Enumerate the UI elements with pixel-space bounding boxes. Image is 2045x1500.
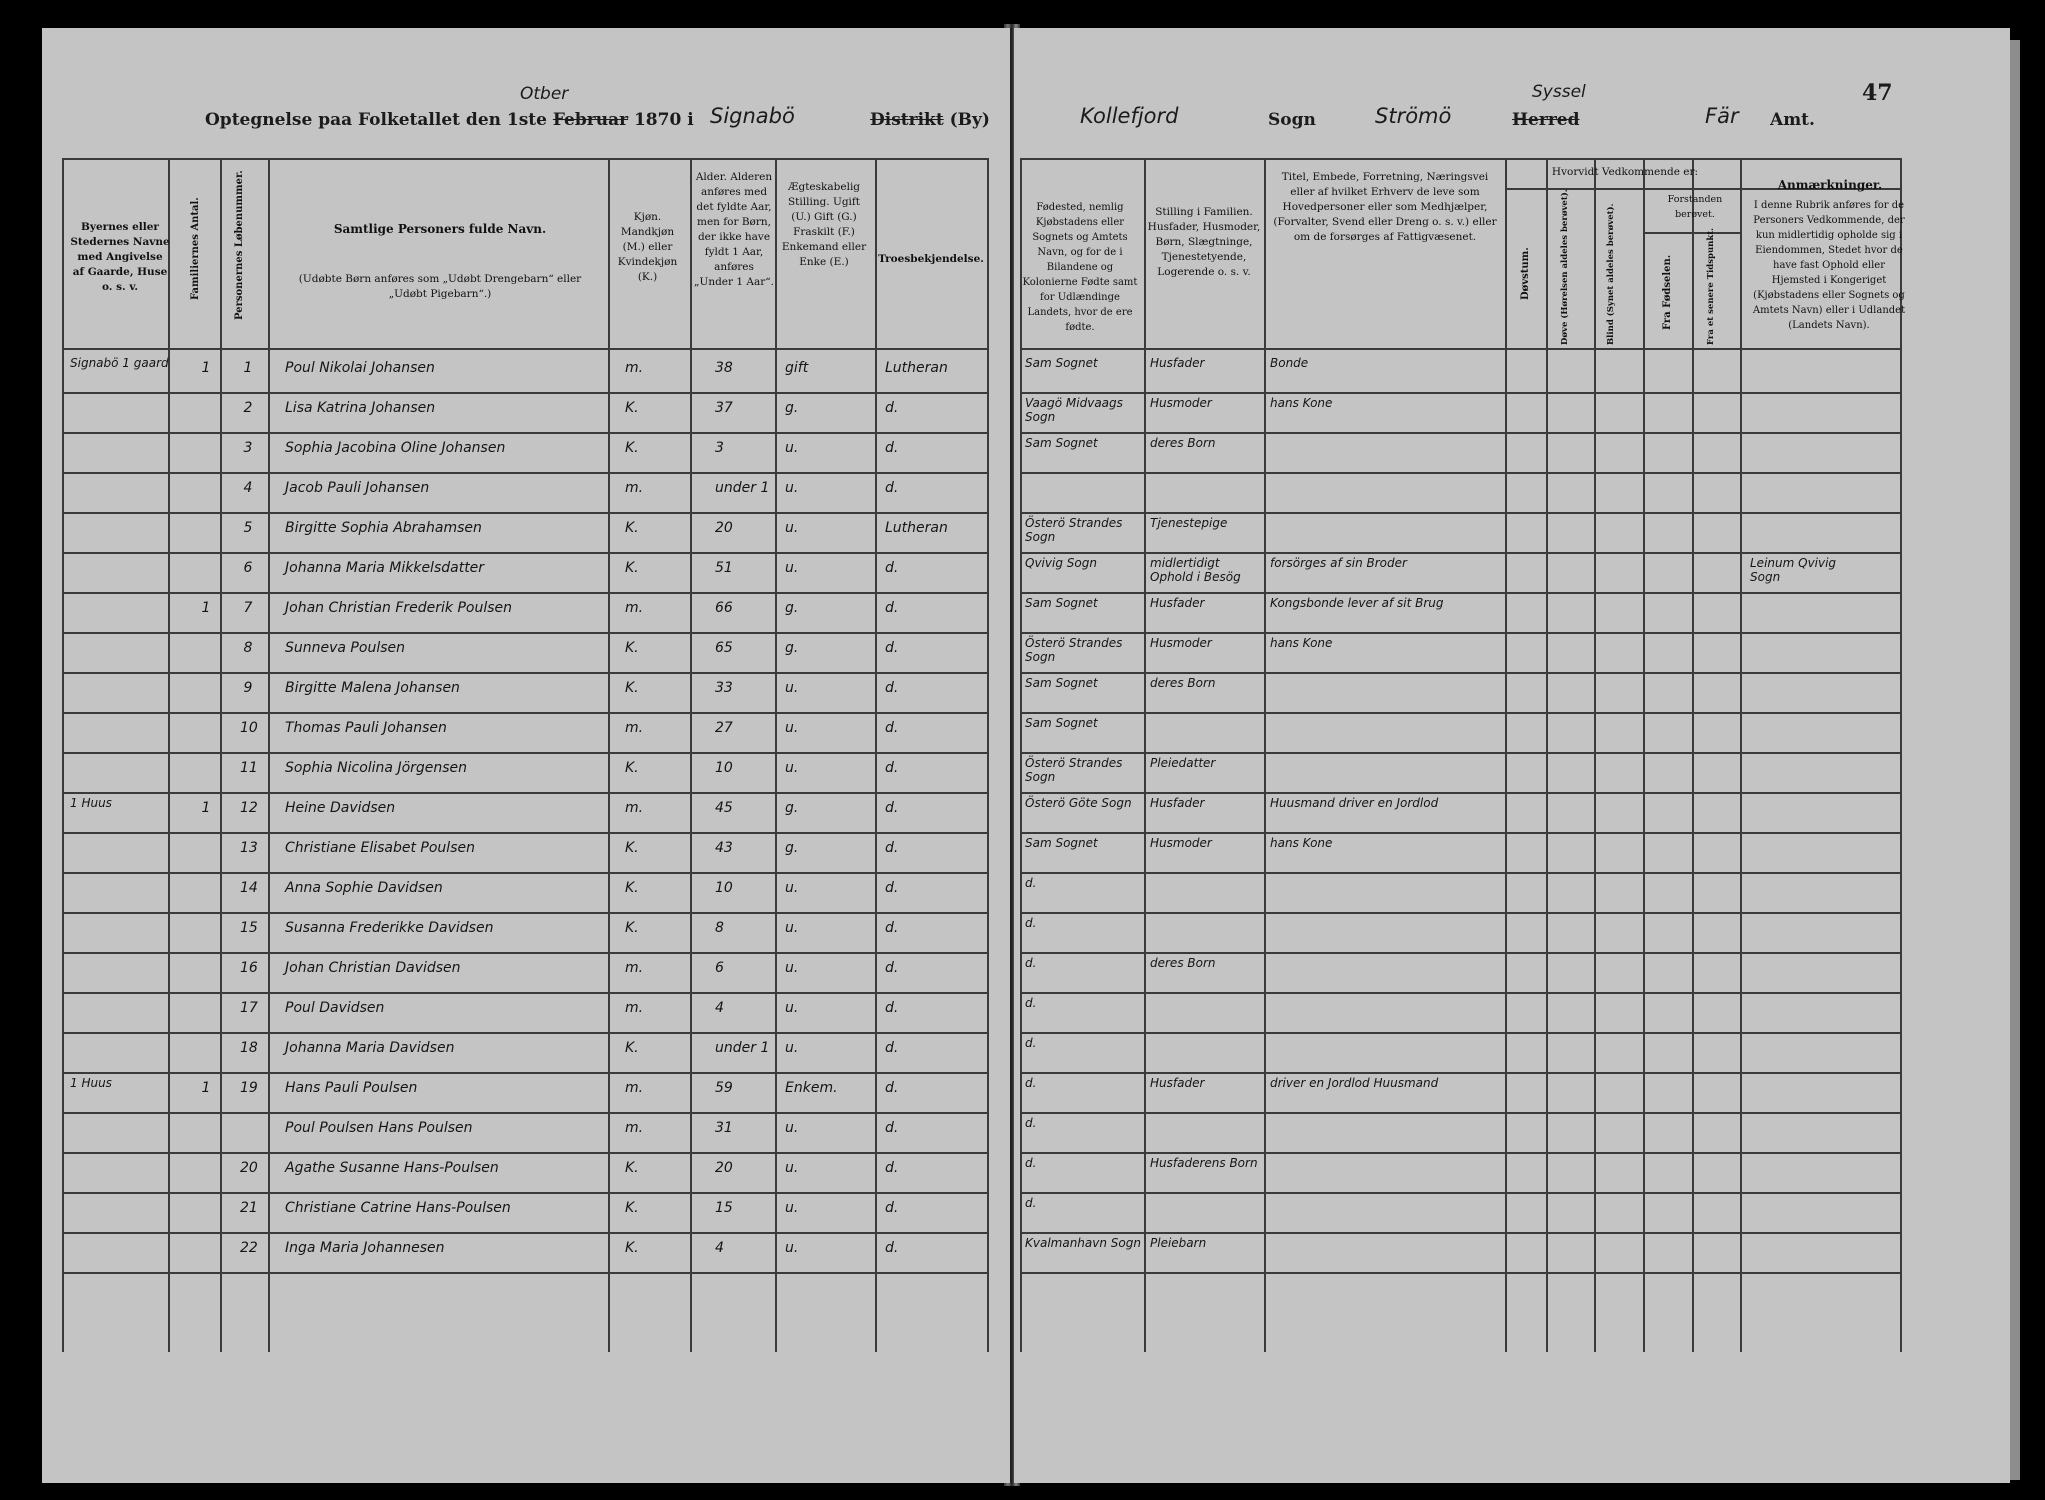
col-header-name: Samtlige Personers fulde Navn. xyxy=(333,222,547,236)
row-faith: d. xyxy=(885,480,899,496)
row-civil-status: u. xyxy=(785,1160,799,1176)
row-civil-status: u. xyxy=(785,1040,799,1056)
row-family-role: deres Born xyxy=(1150,956,1216,970)
table-rule xyxy=(987,158,989,1352)
table-rule xyxy=(62,752,987,754)
row-civil-status: u. xyxy=(785,560,799,576)
row-faith: d. xyxy=(885,680,899,696)
row-civil-status: Enkem. xyxy=(785,1080,838,1096)
row-birthplace: Sam Sognet xyxy=(1025,356,1098,370)
row-age: 15 xyxy=(715,1200,733,1216)
row-birthplace: Kvalmanhavn Sogn xyxy=(1025,1236,1141,1250)
row-sex: m. xyxy=(625,1080,644,1096)
row-age: 37 xyxy=(715,400,733,416)
row-age: 59 xyxy=(715,1080,733,1096)
table-rule xyxy=(62,158,987,160)
row-name: Inga Maria Johannesen xyxy=(285,1240,445,1256)
table-rule xyxy=(1020,1032,1900,1034)
row-sex: K. xyxy=(625,1240,639,1256)
row-name: Christiane Catrine Hans-Poulsen xyxy=(285,1200,511,1216)
table-rule xyxy=(62,512,987,514)
col-header-family-role: Stilling i Familien. Husfader, Husmoder, Børn, Slægtninge, Tjenestetyende, Logerende o. s. v. xyxy=(1147,206,1261,278)
row-faith: d. xyxy=(885,440,899,456)
row-name: Christiane Elisabet Poulsen xyxy=(285,840,475,856)
col-header-civil-status: Ægteskabelig Stilling. Ugift (U.) Gift (G.) Fraskilt (F.) Enkemand eller Enke (E.) xyxy=(781,181,867,268)
table-rule xyxy=(62,792,987,794)
table-rule xyxy=(1900,158,1902,1352)
row-faith: d. xyxy=(885,1160,899,1176)
row-person-number: 20 xyxy=(240,1160,258,1176)
row-faith: d. xyxy=(885,880,899,896)
row-name: Hans Pauli Poulsen xyxy=(285,1080,418,1096)
row-faith: d. xyxy=(885,400,899,416)
row-birthplace: Sam Sognet xyxy=(1025,836,1098,850)
row-civil-status: u. xyxy=(785,760,799,776)
row-person-number: 3 xyxy=(243,440,253,456)
table-rule xyxy=(62,392,987,394)
table-rule xyxy=(1020,912,1900,914)
table-rule xyxy=(1020,1112,1900,1114)
row-occupation: Huusmand driver en Jordlod xyxy=(1270,796,1439,810)
table-rule xyxy=(62,952,987,954)
row-sex: m. xyxy=(625,1120,644,1136)
row-faith: d. xyxy=(885,840,899,856)
table-rule xyxy=(1546,158,1548,1352)
row-sex: K. xyxy=(625,1160,639,1176)
row-birthplace: Österö Strandes Sogn xyxy=(1025,636,1123,664)
col-header-later: Fra et senere Tidspunkt. xyxy=(1706,227,1716,345)
table-rule xyxy=(62,1272,987,1274)
row-sex: K. xyxy=(625,1040,639,1056)
row-civil-status: u. xyxy=(785,1240,799,1256)
table-rule xyxy=(1020,1152,1900,1154)
table-rule xyxy=(62,712,987,714)
row-sex: m. xyxy=(625,480,644,496)
table-rule xyxy=(1264,158,1266,1352)
table-rule xyxy=(1020,512,1900,514)
table-rule xyxy=(1020,1232,1900,1234)
col-header-name-note: (Udøbte Børn anføres som „Udøbt Drengebarn“ eller „Udøbt Pigebarn“.) xyxy=(298,273,582,300)
row-person-number: 6 xyxy=(243,560,253,576)
table-rule xyxy=(62,1232,987,1234)
row-sex: m. xyxy=(625,1000,644,1016)
row-birthplace: d. xyxy=(1025,1076,1037,1090)
table-rule xyxy=(1020,552,1900,554)
row-age: 10 xyxy=(715,760,733,776)
page-number: 47 xyxy=(1862,80,1893,106)
table-rule xyxy=(62,672,987,674)
table-rule xyxy=(1020,432,1900,434)
row-family-count: 1 xyxy=(201,800,211,816)
row-age: under 1 xyxy=(715,1040,770,1056)
row-family-role: Husfader xyxy=(1150,796,1205,810)
row-person-number: 12 xyxy=(240,800,258,816)
col-header-places: Byernes eller Stedernes Navne med Angivelse af Gaarde, Huse o. s. v. xyxy=(70,221,170,293)
row-sex: m. xyxy=(625,720,644,736)
district-label: Distrikt (By) xyxy=(870,110,990,130)
row-sex: K. xyxy=(625,560,639,576)
table-rule xyxy=(62,872,987,874)
row-sex: K. xyxy=(625,1200,639,1216)
row-person-number: 16 xyxy=(240,960,258,976)
col-header-condition: Hvorvidt Vedkommende er: xyxy=(1551,166,1699,178)
row-sex: K. xyxy=(625,920,639,936)
row-family-role: Husfaderens Born xyxy=(1150,1156,1258,1170)
row-age: 8 xyxy=(715,920,724,936)
row-name: Johanna Maria Mikkelsdatter xyxy=(285,560,485,576)
row-faith: d. xyxy=(885,720,899,736)
row-age: 43 xyxy=(715,840,733,856)
table-rule xyxy=(1740,158,1742,1352)
amt-label: Amt. xyxy=(1770,110,1815,130)
col-header-deaf: Døve (Hørelsen aldeles berøvet). xyxy=(1560,189,1570,345)
row-sex: K. xyxy=(625,840,639,856)
row-civil-status: g. xyxy=(785,800,799,816)
table-rule xyxy=(1020,632,1900,634)
row-civil-status: g. xyxy=(785,640,799,656)
col-header-remarks: Anmærkninger. xyxy=(1777,178,1883,192)
table-rule xyxy=(268,158,270,1352)
row-family-role: deres Born xyxy=(1150,676,1216,690)
row-sex: K. xyxy=(625,520,639,536)
table-rule xyxy=(62,1032,987,1034)
row-age: 6 xyxy=(715,960,724,976)
row-person-number: 13 xyxy=(240,840,258,856)
row-sex: K. xyxy=(625,760,639,776)
row-person-number: 22 xyxy=(240,1240,258,1256)
row-faith: d. xyxy=(885,1000,899,1016)
row-civil-status: u. xyxy=(785,960,799,976)
row-person-number: 9 xyxy=(243,680,253,696)
row-person-number: 7 xyxy=(243,600,253,616)
table-rule xyxy=(62,1112,987,1114)
row-civil-status: u. xyxy=(785,480,799,496)
table-rule xyxy=(1020,952,1900,954)
row-name: Birgitte Sophia Abrahamsen xyxy=(285,520,482,536)
table-rule xyxy=(1020,832,1900,834)
row-age: under 1 xyxy=(715,480,770,496)
table-rule xyxy=(1020,392,1900,394)
row-person-number: 21 xyxy=(240,1200,258,1216)
row-birthplace: Österö Göte Sogn xyxy=(1025,796,1132,810)
table-rule xyxy=(62,592,987,594)
table-rule xyxy=(1020,672,1900,674)
row-faith: d. xyxy=(885,1080,899,1096)
row-age: 38 xyxy=(715,360,733,376)
row-name: Poul Davidsen xyxy=(285,1000,385,1016)
census-title: Optegnelse paa Folketallet den 1ste Februar 1870 i xyxy=(205,110,694,130)
row-faith: d. xyxy=(885,640,899,656)
row-civil-status: u. xyxy=(785,1120,799,1136)
table-rule xyxy=(62,1072,987,1074)
row-civil-status: u. xyxy=(785,680,799,696)
row-person-number: 2 xyxy=(243,400,253,416)
row-family-count: 1 xyxy=(201,600,211,616)
table-rule xyxy=(220,158,222,1352)
row-place: Signabö 1 gaard xyxy=(70,356,169,370)
table-rule xyxy=(62,912,987,914)
row-person-number: 15 xyxy=(240,920,258,936)
table-rule xyxy=(1020,1192,1900,1194)
row-family-role: Husfader xyxy=(1150,596,1205,610)
row-name: Johan Christian Frederik Poulsen xyxy=(285,600,513,616)
row-name: Poul Nikolai Johansen xyxy=(285,360,435,376)
row-faith: d. xyxy=(885,760,899,776)
row-family-count: 1 xyxy=(201,1080,211,1096)
row-family-role: Husfader xyxy=(1150,356,1205,370)
table-rule xyxy=(62,348,987,350)
row-age: 4 xyxy=(715,1000,724,1016)
col-header-age: Alder. Alderen anføres med det fyldte Aar, men for Børn, der ikke have fyldt 1 Aar, anføres „Under 1 Aar“. xyxy=(694,171,774,288)
col-header-blind: Blind (Synet aldeles berøvet). xyxy=(1606,203,1616,345)
row-family-role: Husmoder xyxy=(1150,636,1212,650)
row-sex: m. xyxy=(625,360,644,376)
row-civil-status: u. xyxy=(785,1000,799,1016)
row-sex: K. xyxy=(625,440,639,456)
row-name: Sophia Jacobina Oline Johansen xyxy=(285,440,506,456)
month-struck: Februar xyxy=(552,110,629,130)
row-family-role: deres Born xyxy=(1150,436,1216,450)
row-civil-status: gift xyxy=(785,360,809,376)
table-rule xyxy=(1020,792,1900,794)
table-rule xyxy=(1020,1272,1900,1274)
row-civil-status: g. xyxy=(785,600,799,616)
row-faith: Lutheran xyxy=(885,520,948,536)
row-person-number: 1 xyxy=(243,360,253,376)
row-occupation: hans Kone xyxy=(1270,636,1333,650)
col-header-faith: Troesbekjendelse. xyxy=(878,253,984,265)
table-rule xyxy=(1144,158,1146,1352)
row-name: Sunneva Poulsen xyxy=(285,640,405,656)
month-handwritten: Otber xyxy=(520,84,569,104)
row-birthplace: d. xyxy=(1025,956,1037,970)
table-rule xyxy=(62,432,987,434)
col-header-occupation: Titel, Embede, Forretning, Næringsvei eller af hvilket Erhverv de leve som Hovedpersoner eller som Medhjælper, (Forvalter, Svend eller Dreng o. s. v.) eller om de forsørges af Fattigvæsenet. xyxy=(1273,171,1497,243)
row-birthplace: d. xyxy=(1025,916,1037,930)
row-occupation: hans Kone xyxy=(1270,396,1333,410)
row-age: 51 xyxy=(715,560,733,576)
table-rule xyxy=(62,992,987,994)
parish-handwritten: Kollefjord xyxy=(1080,104,1179,128)
table-rule xyxy=(62,472,987,474)
row-occupation: Kongsbonde lever af sit Brug xyxy=(1270,596,1444,610)
table-rule xyxy=(1505,158,1507,1352)
row-remarks: Leinum Qvivig Sogn xyxy=(1750,556,1837,584)
table-rule xyxy=(1020,752,1900,754)
table-rule xyxy=(1020,992,1900,994)
row-civil-status: u. xyxy=(785,440,799,456)
row-age: 20 xyxy=(715,520,733,536)
row-birthplace: Vaagö Midvaags Sogn xyxy=(1025,396,1123,424)
row-faith: d. xyxy=(885,1240,899,1256)
row-name: Heine Davidsen xyxy=(285,800,396,816)
table-rule xyxy=(1594,158,1596,1352)
row-faith: d. xyxy=(885,960,899,976)
row-family-role: Husmoder xyxy=(1150,396,1212,410)
table-rule xyxy=(1020,872,1900,874)
row-family-role: Pleiebarn xyxy=(1150,1236,1207,1250)
table-rule xyxy=(875,158,877,1352)
col-header-person-number: Personernes Løbenummer. xyxy=(234,170,245,320)
row-person-number: 10 xyxy=(240,720,258,736)
col-header-insane: Forstanden berøvet. xyxy=(1667,194,1723,220)
row-birthplace: Qvivig Sogn xyxy=(1025,556,1097,570)
table-rule xyxy=(62,1192,987,1194)
row-age: 45 xyxy=(715,800,733,816)
row-sex: K. xyxy=(625,880,639,896)
row-occupation: forsörges af sin Broder xyxy=(1270,556,1407,570)
table-rule xyxy=(1020,472,1900,474)
col-header-sex: Kjøn. Mandkjøn (M.) eller Kvindekjøn (K.) xyxy=(617,211,678,283)
row-faith: d. xyxy=(885,1040,899,1056)
table-rule xyxy=(1020,158,1900,160)
row-age: 65 xyxy=(715,640,733,656)
row-age: 3 xyxy=(715,440,724,456)
row-family-count: 1 xyxy=(201,360,211,376)
row-person-number: 14 xyxy=(240,880,258,896)
row-faith: d. xyxy=(885,1200,899,1216)
row-sex: K. xyxy=(625,400,639,416)
row-birthplace: d. xyxy=(1025,1156,1037,1170)
row-birthplace: d. xyxy=(1025,1116,1037,1130)
table-rule xyxy=(62,552,987,554)
row-person-number: 18 xyxy=(240,1040,258,1056)
row-name: Birgitte Malena Johansen xyxy=(285,680,460,696)
row-name: Lisa Katrina Johansen xyxy=(285,400,436,416)
row-age: 10 xyxy=(715,880,733,896)
row-birthplace: Sam Sognet xyxy=(1025,716,1098,730)
row-occupation: Bonde xyxy=(1270,356,1309,370)
row-name: Johanna Maria Davidsen xyxy=(285,1040,455,1056)
sogn-handwritten: Strömö xyxy=(1375,104,1452,128)
row-birthplace: d. xyxy=(1025,1196,1037,1210)
row-sex: K. xyxy=(625,680,639,696)
row-civil-status: u. xyxy=(785,720,799,736)
table-rule xyxy=(1020,712,1900,714)
row-name: Jacob Pauli Johansen xyxy=(285,480,430,496)
place-handwritten: Signabö xyxy=(710,104,795,128)
table-rule xyxy=(775,158,777,1352)
row-name: Poul Poulsen Hans Poulsen xyxy=(285,1120,473,1136)
row-age: 31 xyxy=(715,1120,733,1136)
row-name: Anna Sophie Davidsen xyxy=(285,880,443,896)
row-person-number: 8 xyxy=(243,640,253,656)
row-occupation: driver en Jordlod Huusmand xyxy=(1270,1076,1439,1090)
table-rule xyxy=(1692,158,1694,1352)
table-rule xyxy=(1020,348,1900,350)
row-civil-status: u. xyxy=(785,920,799,936)
row-name: Agathe Susanne Hans-Poulsen xyxy=(285,1160,499,1176)
row-age: 33 xyxy=(715,680,733,696)
table-rule xyxy=(1643,232,1740,234)
table-rule xyxy=(62,832,987,834)
row-age: 66 xyxy=(715,600,733,616)
syssel-handwritten: Syssel xyxy=(1532,82,1586,102)
row-faith: Lutheran xyxy=(885,360,948,376)
row-age: 4 xyxy=(715,1240,724,1256)
row-person-number: 5 xyxy=(243,520,253,536)
sogn-label: Sogn xyxy=(1268,110,1316,130)
col-header-families: Familiernes Antal. xyxy=(190,197,201,300)
table-rule xyxy=(690,158,692,1352)
table-rule xyxy=(62,1152,987,1154)
row-civil-status: u. xyxy=(785,1200,799,1216)
row-name: Thomas Pauli Johansen xyxy=(285,720,447,736)
row-birthplace: Sam Sognet xyxy=(1025,676,1098,690)
table-rule xyxy=(168,158,170,1352)
col-header-remarks-note: I denne Rubrik anføres for de Personers Vedkommende, der kun midlertidig opholde sig i Eiendommen, Stedet hvor de have fast Ophold eller Hjemsted i Kongeriget (Kjøbstadens eller Sognets og Amtets Navn) eller i Udlandet (Landets Navn). xyxy=(1752,200,1906,331)
row-sex: K. xyxy=(625,640,639,656)
row-family-role: Husfader xyxy=(1150,1076,1205,1090)
row-age: 27 xyxy=(715,720,733,736)
row-name: Johan Christian Davidsen xyxy=(285,960,461,976)
row-name: Susanna Frederikke Davidsen xyxy=(285,920,494,936)
col-header-birthplace: Fødested, nemlig Kjøbstadens eller Sognets og Amtets Navn, og for de i Bilandene og Kolonierne Fødte samt for Udlændinge Landets, hvor de ere fødte. xyxy=(1022,202,1138,333)
col-header-from-birth: Fra Fødselen. xyxy=(1662,254,1673,330)
row-family-role: Tjenestepige xyxy=(1150,516,1228,530)
row-birthplace: d. xyxy=(1025,1036,1037,1050)
table-rule xyxy=(1020,1072,1900,1074)
row-faith: d. xyxy=(885,560,899,576)
row-person-number: 4 xyxy=(243,480,253,496)
row-civil-status: u. xyxy=(785,520,799,536)
row-sex: m. xyxy=(625,960,644,976)
row-sex: m. xyxy=(625,600,644,616)
table-rule xyxy=(1643,158,1645,1352)
row-faith: d. xyxy=(885,600,899,616)
table-rule xyxy=(1020,158,1022,1352)
table-rule xyxy=(62,158,64,1352)
row-birthplace: Sam Sognet xyxy=(1025,596,1098,610)
herred-struck: Herred xyxy=(1512,110,1580,130)
row-civil-status: u. xyxy=(785,880,799,896)
row-name: Sophia Nicolina Jörgensen xyxy=(285,760,468,776)
table-rule xyxy=(608,158,610,1352)
row-birthplace: Österö Strandes Sogn xyxy=(1025,756,1123,784)
row-faith: d. xyxy=(885,920,899,936)
row-faith: d. xyxy=(885,1120,899,1136)
row-person-number: 11 xyxy=(240,760,258,776)
row-place: 1 Huus xyxy=(70,796,112,810)
row-civil-status: g. xyxy=(785,400,799,416)
table-rule xyxy=(1020,592,1900,594)
row-sex: m. xyxy=(625,800,644,816)
row-person-number: 17 xyxy=(240,1000,258,1016)
row-person-number: 19 xyxy=(240,1080,258,1096)
row-place: 1 Huus xyxy=(70,1076,112,1090)
table-rule xyxy=(62,632,987,634)
row-family-role: Pleiedatter xyxy=(1150,756,1216,770)
row-occupation: hans Kone xyxy=(1270,836,1333,850)
row-birthplace: Österö Strandes Sogn xyxy=(1025,516,1123,544)
row-birthplace: d. xyxy=(1025,996,1037,1010)
row-birthplace: Sam Sognet xyxy=(1025,436,1098,450)
row-family-role: midlertidigt Ophold i Besög xyxy=(1150,556,1241,584)
amt-handwritten: Fär xyxy=(1705,104,1739,128)
row-family-role: Husmoder xyxy=(1150,836,1212,850)
row-age: 20 xyxy=(715,1160,733,1176)
row-civil-status: g. xyxy=(785,840,799,856)
row-faith: d. xyxy=(885,800,899,816)
row-birthplace: d. xyxy=(1025,876,1037,890)
col-header-deafmute: Døvstum. xyxy=(1520,247,1531,300)
